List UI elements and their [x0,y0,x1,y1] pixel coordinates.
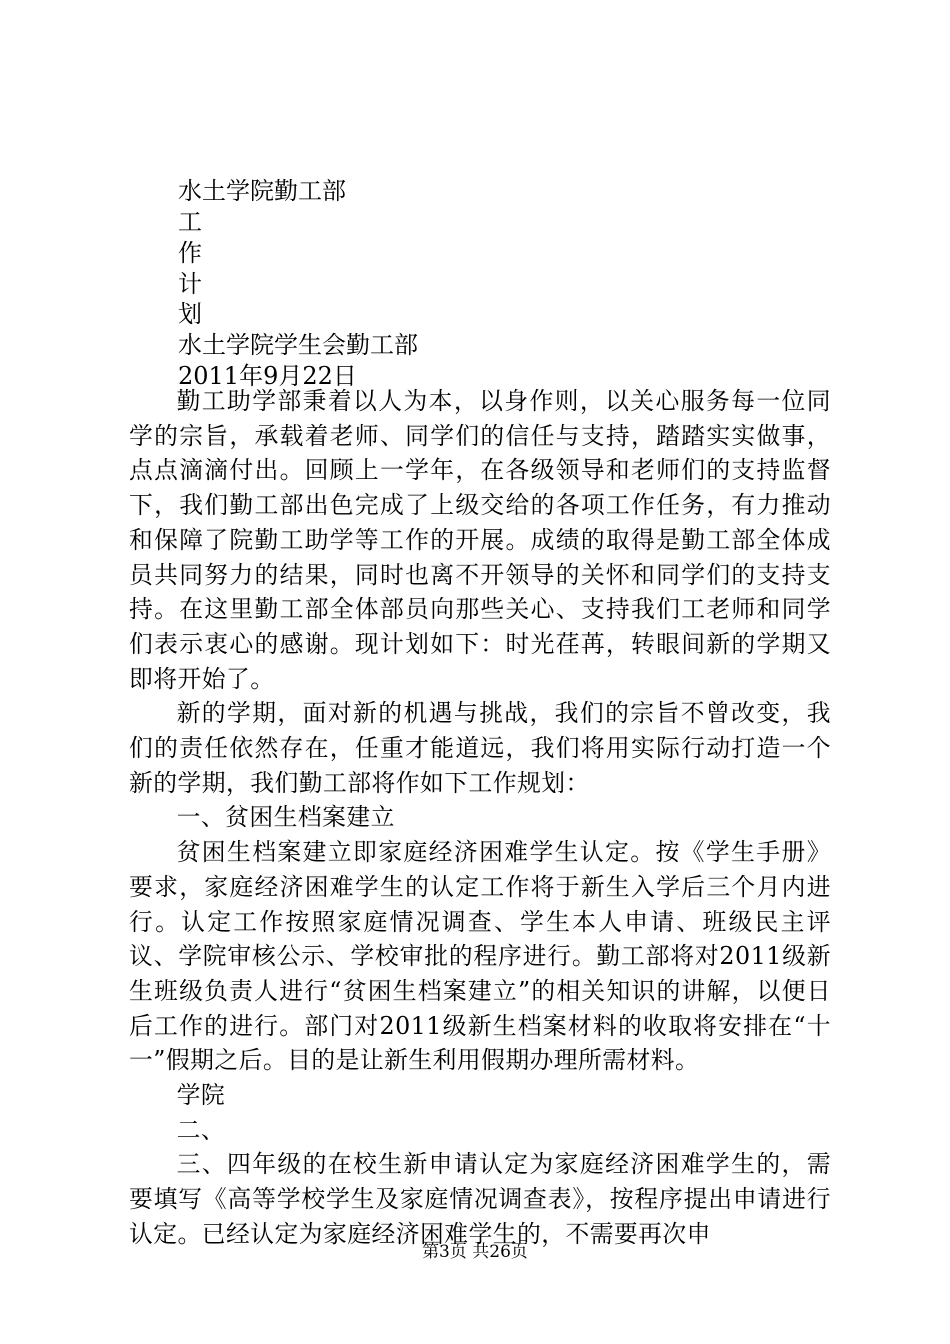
section-heading-1: 一、贫困生档案建立 [176,803,395,832]
page-footer: 第3页 共26页 [422,1242,528,1262]
document-date: 2011年9月22日 [178,362,357,390]
paragraph-intro: 勤工助学部秉着以人为本，以身作则，以关心服务每一位同学的宗旨，承载着老师、同学们的信任与支持，踏踏实实做事，点点滴滴付出。回顾上一学年，在各级领导和老师们的支持监督下，我们勤工部出色完成了上级交给的各项工作任务，有力推动和保障了院勤工助学等工作的开展。成绩的取得是勤工部全体成员共同努力的结果，同时也离不开领导的关怀和同学们的支持支持。在这里勤工部全体部员向那些关心、支持我们工老师和同学们表示衷心的感谢。现计划如下：时光荏苒，转眼间新的学期又即将开始了。 [129,387,831,693]
document-title: 水土学院勤工部 [178,177,346,205]
paragraph-plan: 新的学期，面对新的机遇与挑战，我们的宗旨不曾改变，我们的责任依然存在，任重才能道远，我们将用实际行动打造一个新的学期，我们勤工部将作如下工作规划： [129,699,831,797]
title-char-3: 计 [178,270,202,298]
organization-name: 水土学院学生会勤工部 [178,331,418,359]
document-body [129,384,831,1252]
title-char-4: 划 [178,300,202,328]
paragraph-upper-grades: 三、四年级的在校生新申请认定为家庭经济困难学生的，需要填写《高等学校学生及家庭情况调查表》，按程序提出申请进行认定。已经认定为家庭经济困难学生的，不需要再次申 [129,1150,831,1248]
paragraph-poverty-archive: 贫困生档案建立即家庭经济困难学生认定。按《学生手册》要求，家庭经济困难学生的认定工作将于新生入学后三个月内进行。认定工作按照家庭情况调查、学生本人申请、班级民主评议、学院审核公示、学校审批的程序进行。勤工部将对2011级新生班级负责人进行“贫困生档案建立”的相关知识的讲解，以便日后工作的进行。部门对2011级新生档案材料的收取将安排在“十一”假期之后。目的是让新生利用假期办理所需材料。 [129,838,831,1075]
section-heading-2: 二、 [176,1115,226,1144]
title-char-1: 工 [178,208,202,236]
title-char-2: 作 [178,239,202,267]
paragraph-college: 学院 [176,1081,226,1110]
